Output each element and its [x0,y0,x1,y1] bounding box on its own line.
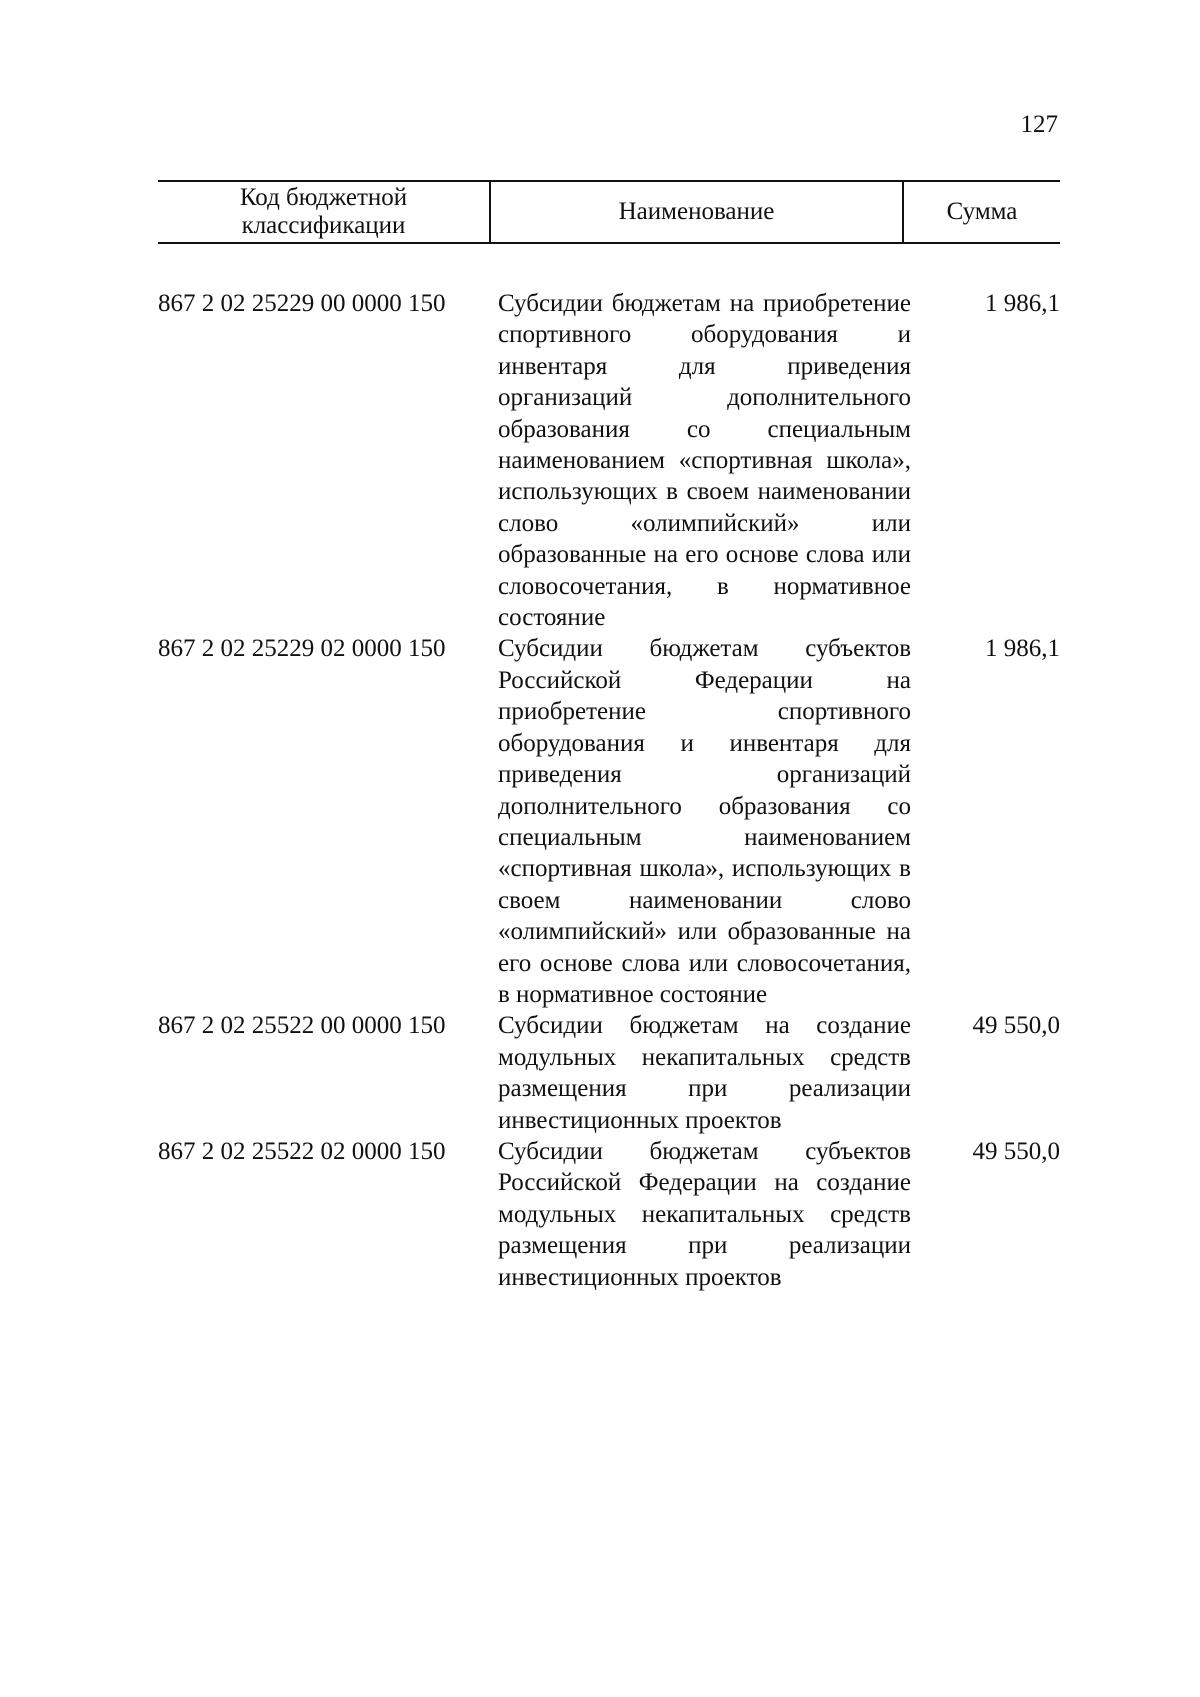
table-row [158,1010,1060,1136]
row-code: 867 2 02 25229 02 0000 150 [158,635,446,663]
row-sum: 1 986,1 [985,635,1060,663]
table-body [158,288,1060,1293]
header-sum: Сумма [946,198,1018,225]
row-name: Субсидии бюджетам на приобретение спортивного оборудования и инвентаря для приведения организаций дополнительного образования со специальным наименованием «спортивная школа», использующих в своем наименовании слово «олимпийский» или образованные на его основе слова или словосочетания, в нормативное состояние [498,290,911,632]
row-sum: 49 550,0 [972,1012,1060,1040]
table-row [158,288,1060,633]
row-name: Субсидии бюджетам субъектов Российской Федерации на создание модульных некапитальных средств размещения при реализации инвестиционных проектов [498,1137,911,1291]
row-name: Субсидии бюджетам субъектов Российской Федерации на приобретение спортивного оборудования и инвентаря для приведения организаций дополнительного образования со специальным наименованием «спортивная школа», использующих в своем наименовании слово «олимпийский» или образованные на его основе слова или словосочетания, в нормативное состояние [498,635,911,1008]
row-code: 867 2 02 25522 02 0000 150 [158,1137,446,1165]
row-sum: 1 986,1 [985,290,1060,317]
row-code: 867 2 02 25229 00 0000 150 [158,290,446,317]
row-code: 867 2 02 25522 00 0000 150 [158,1012,446,1040]
page-number: 127 [1020,111,1058,138]
row-name: Субсидии бюджетам на создание модульных некапитальных средств размещения при реализации инвестиционных проектов [498,1012,911,1134]
header-code: Код бюджетной классификации [239,184,408,239]
table-row [158,1136,1060,1293]
row-sum: 49 550,0 [972,1137,1060,1165]
header-name: Наименование [618,198,775,225]
table-row [158,633,1060,1010]
table-header [158,180,1060,244]
